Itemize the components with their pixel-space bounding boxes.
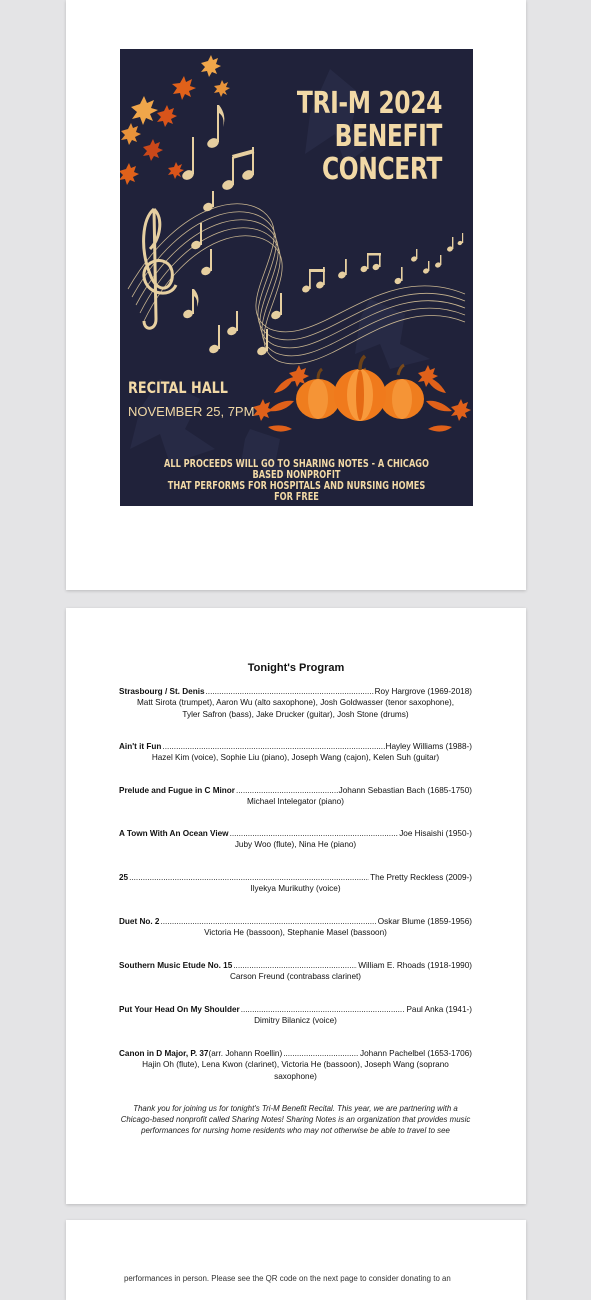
music-staff — [128, 204, 465, 364]
program-entry — [119, 872, 472, 895]
performers: Hajin Oh (flute), Lena Kwon (clarinet), Victoria He (bassoon), Joseph Wang (soprano saxophone) — [142, 1060, 449, 1081]
performers: Dimitry Bilanicz (voice) — [254, 1016, 337, 1025]
composer: Joe Hisaishi (1950-) — [399, 829, 472, 838]
program-entry — [119, 1048, 472, 1082]
piece-title: 25 — [119, 873, 129, 882]
pumpkins-icon — [296, 356, 424, 421]
concert-poster — [120, 49, 473, 506]
composer: Johann Pachelbel (1653-1706) — [360, 1049, 472, 1058]
composer: Roy Hargrove (1969-2018) — [374, 687, 472, 696]
poster-title-line-1: TRI-M 2024 — [296, 86, 442, 121]
program-title: Tonight's Program — [247, 662, 345, 674]
performers: Victoria He (bassoon), Stephanie Masel (bassoon) — [204, 928, 387, 937]
piece-title: Prelude and Fugue in C Minor — [119, 786, 235, 795]
poster-venue: RECITAL HALL — [128, 378, 228, 397]
poster-footer-line-2: THAT PERFORMS FOR HOSPITALS AND NURSING HOMES FOR FREE — [167, 480, 426, 503]
performers: Carson Freund (contrabass clarinet) — [229, 972, 362, 981]
poster-title — [297, 87, 442, 186]
poster-date: NOVEMBER 25, 7PM — [128, 404, 255, 419]
poster-footer — [159, 459, 434, 503]
piece-title: Southern Music Etude No. 15 — [119, 961, 233, 970]
composer: The Pretty Reckless (2009-) — [370, 873, 472, 882]
program-entry — [119, 828, 472, 851]
piece-title: Ain't it Fun — [119, 742, 162, 751]
composer: Oskar Blume (1859-1956) — [377, 917, 472, 926]
closing-note: Thank you for joining us for tonight's Tri-M Benefit Recital. This year, we are partnering with a Chicago-based nonprofit called Sharing Notes! Sharing Notes is an organization that provides music performances for nursing home residents who may not otherwise be able to travel to see — [120, 1104, 471, 1135]
document-page-2 — [66, 608, 526, 1204]
document-page-1 — [66, 0, 526, 590]
poster-title-line-2: BENEFIT — [334, 119, 442, 154]
piece-title: Canon in D Major, P. 37 — [119, 1049, 209, 1058]
document-page-3 — [66, 1220, 526, 1300]
maple-leaves-icon — [120, 55, 230, 185]
program-entry — [119, 1004, 472, 1027]
program-entry — [119, 686, 472, 720]
arrangement: (arr. Johann Roellin) — [208, 1049, 283, 1058]
composer: Paul Anka (1941-) — [406, 1005, 472, 1014]
performers: Ilyekya Murikuthy (voice) — [250, 884, 341, 893]
composer: William E. Rhoads (1918-1990) — [358, 961, 472, 970]
composer: Hayley Williams (1988-) — [385, 742, 472, 751]
performers: Michael Intelegator (piano) — [247, 797, 344, 806]
composer: Johann Sebastian Bach (1685-1750) — [338, 786, 472, 795]
page-3-text: performances in person. Please see the QR code on the next page to consider donating to an — [124, 1274, 451, 1283]
program-entry — [119, 916, 472, 939]
piece-title: Duet No. 2 — [119, 917, 160, 926]
piece-title: A Town With An Ocean View — [119, 829, 229, 838]
piece-title: Strasbourg / St. Denis — [119, 687, 205, 696]
performers: Matt Sirota (trumpet), Aaron Wu (alto saxophone), Josh Goldwasser (tenor saxophone), Tyler Safron (bass), Jake Drucker (guitar), Josh Stone (drums) — [136, 698, 455, 719]
program-entry — [119, 785, 472, 808]
piece-title: Put Your Head On My Shoulder — [119, 1005, 240, 1014]
performers: Hazel Kim (voice), Sophie Liu (piano), Joseph Wang (cajon), Kelen Suh (guitar) — [151, 753, 440, 762]
program-entry — [119, 741, 472, 764]
poster-title-line-3: CONCERT — [321, 152, 442, 187]
program-entry — [119, 960, 472, 983]
poster-footer-line-1: ALL PROCEEDS WILL GO TO SHARING NOTES - A CHICAGO BASED NONPROFIT — [164, 458, 429, 481]
performers: Juby Woo (flute), Nina He (piano) — [234, 840, 357, 849]
